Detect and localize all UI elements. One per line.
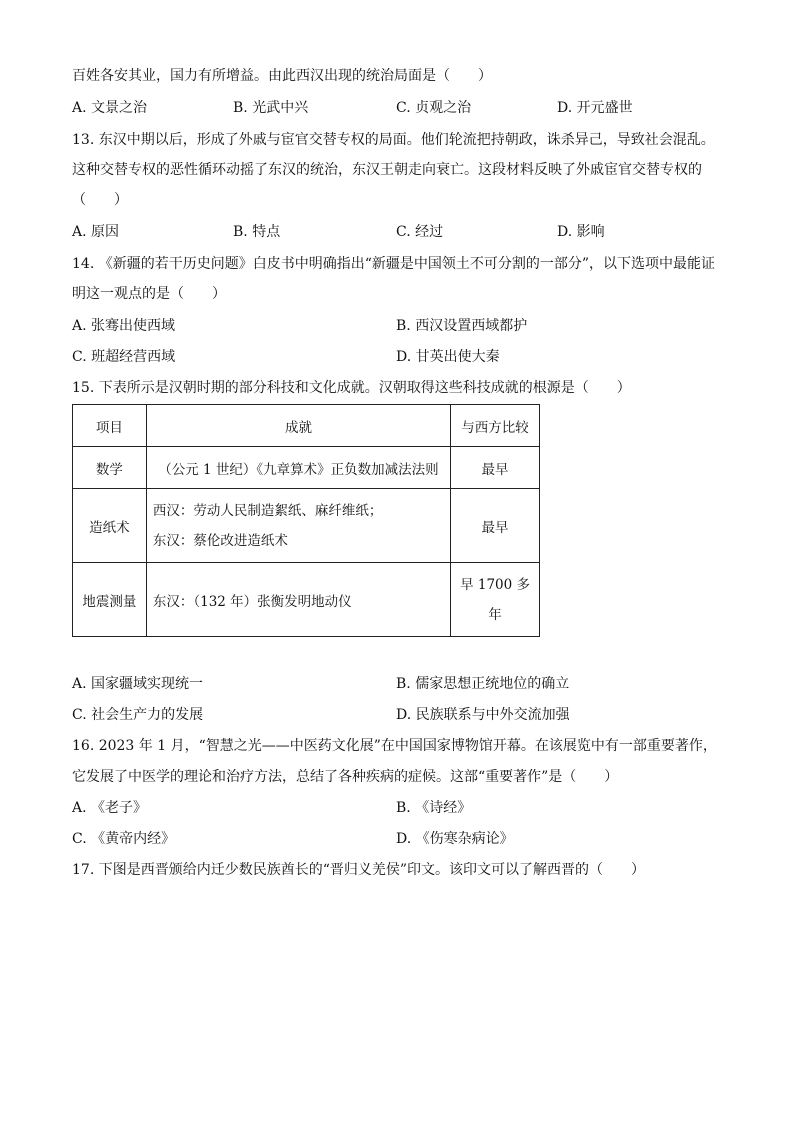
table-header-row bbox=[73, 405, 540, 447]
q12-stem: 百姓各安其业，国力有所增益。由此西汉出现的统治局面是（ ） bbox=[72, 68, 492, 84]
table-row bbox=[73, 447, 540, 489]
q14-option-a: A. 张骞出使西域 bbox=[72, 318, 176, 334]
q16-option-d: D. 《伤寒杂病论》 bbox=[396, 831, 514, 847]
achievement-line: 东汉：蔡伦改进造纸术 bbox=[152, 532, 288, 549]
q13-option-c: C. 经过 bbox=[396, 224, 444, 240]
header-item: 项目 bbox=[73, 405, 147, 447]
q14-stem-line1: 14. 《新疆的若干历史问题》白皮书中明确指出“新疆是中国领土不可分割的一部分”，以下选项中最能证 bbox=[72, 256, 716, 272]
q15-option-a: A. 国家疆域实现统一 bbox=[72, 676, 204, 692]
row-achievement: 东汉：（132 年）张衡发明地动仪 bbox=[146, 563, 450, 637]
achievement-line: 西汉：劳动人民制造絮纸、麻纤维纸； bbox=[152, 502, 383, 519]
q13-option-d: D. 影响 bbox=[557, 224, 605, 240]
q15-stem: 15. 下表所示是汉朝时期的部分科技和文化成就。汉朝取得这些科技成就的根源是（ ） bbox=[72, 380, 631, 396]
q14-option-d: D. 甘英出使大秦 bbox=[396, 349, 500, 365]
row-item: 造纸术 bbox=[73, 489, 147, 563]
header-compare: 与西方比较 bbox=[451, 405, 540, 447]
q13-stem-line2: 这种交替专权的恶性循环动摇了东汉的统治，东汉王朝走向衰亡。这段材料反映了外戚宦官交替专权的 bbox=[72, 162, 702, 178]
row-compare: 最早 bbox=[451, 447, 540, 489]
q12-option-d: D. 开元盛世 bbox=[557, 100, 633, 116]
table-row bbox=[73, 489, 540, 563]
q15-option-b: B. 儒家思想正统地位的确立 bbox=[396, 676, 570, 692]
row-achievement: （公元 1 世纪）《九章算术》正负数加减法法则 bbox=[146, 447, 450, 489]
q16-stem-line1: 16. 2023 年 1 月，“智慧之光——中医药文化展”在中国国家博物馆开幕。在该展览中有一部重要著作， bbox=[72, 738, 717, 754]
row-achievement bbox=[146, 489, 450, 563]
compare-line: 年 bbox=[488, 606, 502, 623]
q14-option-b: B. 西汉设置西域都护 bbox=[396, 318, 528, 334]
row-item: 数学 bbox=[73, 447, 147, 489]
q12-option-c: C. 贞观之治 bbox=[396, 100, 472, 116]
q14-option-c: C. 班超经营西域 bbox=[72, 349, 176, 365]
q15-option-c: C. 社会生产力的发展 bbox=[72, 707, 204, 723]
q13-stem-line1: 13. 东汉中期以后，形成了外戚与宦官交替专权的局面。他们轮流把持朝政，诛杀异己，导致社会混乱。 bbox=[72, 132, 715, 148]
table-row bbox=[73, 563, 540, 637]
row-item: 地震测量 bbox=[73, 563, 147, 637]
q15-option-d: D. 民族联系与中外交流加强 bbox=[396, 707, 570, 723]
q13-stem-line3: （ ） bbox=[72, 192, 128, 208]
q16-option-c: C. 《黄帝内经》 bbox=[72, 831, 176, 847]
row-compare bbox=[451, 563, 540, 637]
row-compare: 最早 bbox=[451, 489, 540, 563]
compare-line: 早 1700 多 bbox=[460, 576, 531, 593]
q16-option-b: B. 《诗经》 bbox=[396, 800, 472, 816]
header-achievement: 成就 bbox=[146, 405, 450, 447]
q17-stem: 17. 下图是西晋颁给内迁少数民族酋长的“晋归义羌侯”印文。该印文可以了解西晋的（ ） bbox=[72, 862, 646, 878]
q12-option-b: B. 光武中兴 bbox=[233, 100, 309, 116]
achievements-table bbox=[72, 404, 540, 637]
q13-option-b: B. 特点 bbox=[233, 224, 281, 240]
q16-stem-line2: 它发展了中医学的理论和治疗方法，总结了各种疾病的症候。这部“重要著作”是（ ） bbox=[72, 769, 619, 785]
q12-option-a: A. 文景之治 bbox=[72, 100, 148, 116]
q14-stem-line2: 明这一观点的是（ ） bbox=[72, 286, 226, 302]
q16-option-a: A. 《老子》 bbox=[72, 800, 148, 816]
q13-option-a: A. 原因 bbox=[72, 224, 120, 240]
